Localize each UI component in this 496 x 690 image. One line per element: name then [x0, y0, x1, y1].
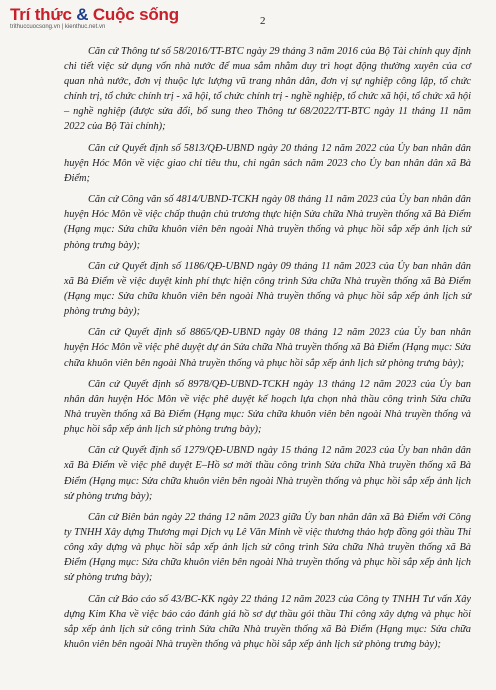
- logo-text-part1: Trí thức: [10, 5, 72, 24]
- page-number: 2: [260, 15, 266, 27]
- legal-basis-paragraph: Căn cứ Quyết định số 8978/QĐ-UBND-TCKH ngày 13 tháng 12 năm 2023 của Ủy ban nhân dân huyện Hóc Môn về việc phê duyệt kế hoạch lựa chọn nhà thầu công trình Sửa chữa Nhà truyền thống xã Bà Điểm (Hạng mục: Sửa chữa khuôn viên bên ngoài Nhà truyền thống và phục hồi sắp xếp ảnh lịch sử phòng trưng bày);: [64, 378, 471, 436]
- legal-basis-paragraph: Căn cứ Báo cáo số 43/BC-KK ngày 22 tháng 12 năm 2023 của Công ty TNHH Tư vấn Xây dựng Kim Kha về việc báo cáo đánh giá hồ sơ dự thầu gói thầu Thi công xây dựng và phục hồi sắp xếp ảnh lịch sử công trình Sửa chữa Nhà truyền thống xã Bà Điểm (Hạng mục: Sửa chữa khuôn viên bên ngoài Nhà truyền thống và phục hồi sắp xếp ảnh lịch sử phòng trưng bày);: [64, 593, 471, 650]
- logo-ampersand: &: [71, 5, 93, 24]
- legal-basis-paragraph: Căn cứ Quyết định số 5813/QĐ-UBND ngày 20 tháng 12 năm 2022 của Ủy ban nhân dân huyện Hóc Môn về việc giao chỉ tiêu thu, chi ngân sách năm 2023 cho Ủy ban nhân dân xã Bà Điểm;: [64, 142, 471, 184]
- legal-basis-paragraph: Căn cứ Biên bản ngày 22 tháng 12 năm 2023 giữa Ủy ban nhân dân xã Bà Điểm với Công ty TNHH Xây dựng Thương mại Dịch vụ Lê Văn Minh về việc thương thảo hợp đồng gói thầu Thi công xây dựng và phục hồi sắp xếp ảnh lịch sử công trình Sửa chữa Nhà truyền thống xã Bà Điểm (Hạng mục: Sửa chữa khuôn viên bên ngoài Nhà truyền thống và phục hồi sắp xếp ảnh lịch sử phòng trưng bày);: [64, 511, 471, 584]
- legal-basis-paragraph: Căn cứ Quyết định số 1186/QĐ-UBND ngày 09 tháng 11 năm 2023 của Ủy ban nhân dân xã Bà Điểm về việc duyệt kinh phí thực hiện công trình Sửa chữa Nhà truyền thống xã Bà Điểm (Hạng mục: Sửa chữa khuôn viên bên ngoài Nhà truyền thống và phục hồi sắp xếp ảnh lịch sử phòng trưng bày);: [64, 260, 471, 318]
- masthead: [10, 5, 179, 30]
- document-body: [64, 44, 471, 652]
- legal-basis-paragraph: Căn cứ Công văn số 4814/UBND-TCKH ngày 08 tháng 11 năm 2023 của Ủy ban nhân dân huyện Hóc Môn về việc chấp thuận chủ trương thực hiện Sửa chữa Nhà truyền thống xã Bà Điểm (Hạng mục: Sửa chữa khuôn viên bên ngoài Nhà truyền thống và phục hồi sắp xếp ảnh lịch sử phòng trưng bày);: [64, 194, 471, 251]
- logo-text-part2: Cuộc sống: [92, 5, 179, 24]
- legal-basis-paragraph: Căn cứ Quyết định số 8865/QĐ-UBND ngày 08 tháng 12 năm 2023 của Ủy ban nhân huyện Hóc Môn về việc phê duyệt dự án Sửa chữa Nhà truyền thống xã Bà Điểm (Hạng mục: Sửa chữa khuôn viên bên ngoài Nhà truyền thống và phục hồi sắp xếp ảnh lịch sử phòng trưng bày);: [64, 327, 471, 369]
- site-logo[interactable]: [10, 5, 179, 24]
- legal-basis-paragraph: Căn cứ Quyết định số 1279/QĐ-UBND ngày 15 tháng 12 năm 2023 của Ủy ban nhân dân xã Bà Điểm về việc phê duyệt E–Hồ sơ mời thầu công trình Sửa chữa Nhà truyền thống xã Bà Điểm (Hạng mục: Sửa chữa khuôn viên bên ngoài Nhà truyền thống và phục hồi sắp xếp ảnh lịch sử phòng trưng bày);: [64, 445, 471, 502]
- legal-basis-paragraph: Căn cứ Thông tư số 58/2016/TT-BTC ngày 29 tháng 3 năm 2016 của Bộ Tài chính quy định chi tiết việc sử dụng vốn nhà nước để mua sắm nhằm duy trì hoạt động thường xuyên của cơ quan nhà nước, đơn vị thuộc lực lượng vũ trang nhân dân, đơn vị sự nghiệp công lập, tổ chức chính trị, tổ chức chính trị - xã hội, tổ chức chính trị - nghề nghiệp, tổ chức xã hội, tổ chức xã hội – nghề nghiệp (được sửa đổi, bổ sung theo Thông tư 68/2022/TT-BTC ngày 11 tháng 11 năm 2022 của Bộ Tài chính);: [64, 46, 471, 133]
- logo-subtitle: trithuccuocsong.vn | kienthuc.net.vn: [10, 24, 106, 30]
